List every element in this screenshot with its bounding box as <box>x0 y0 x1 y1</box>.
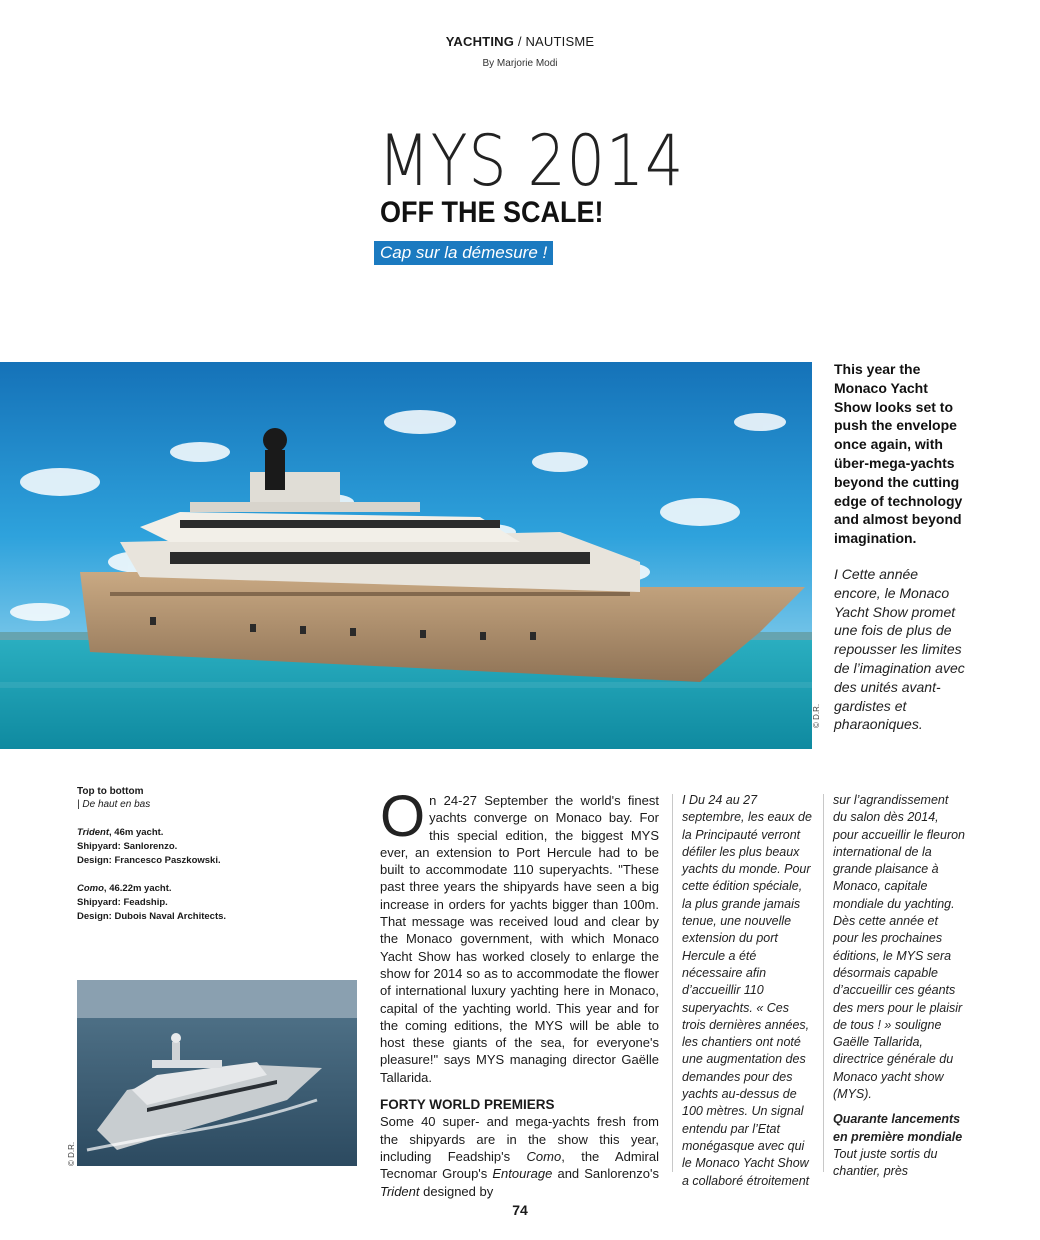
thumbnail-photo-credit: © D.R. <box>67 1141 76 1166</box>
dropcap: O <box>380 784 426 849</box>
thumbnail-yacht-photo <box>77 980 357 1166</box>
caption-yacht2-desc: , 46.22m yacht. <box>103 883 172 894</box>
caption-yacht2 <box>77 882 337 924</box>
caption-yacht1-design: Design: Francesco Paszkowski. <box>77 855 221 866</box>
article-title: MYS 2014 <box>378 120 685 202</box>
article-subtitle: OFF THE SCALE! <box>380 196 604 229</box>
article-p2-entourage: Entourage <box>492 1166 553 1182</box>
article-subtitle-fr: Cap sur la démesure ! <box>374 241 553 265</box>
section-label <box>0 34 1040 49</box>
hero-photo-credit: © D.R. <box>812 703 821 728</box>
caption-yacht1-name: Trident <box>77 827 110 838</box>
caption-title: Top to bottom <box>77 786 144 797</box>
column-divider <box>823 794 824 1172</box>
article-body-en <box>380 784 659 1200</box>
column-divider <box>672 794 673 1172</box>
caption-yacht2-yard: Shipyard: Feadship. <box>77 897 168 908</box>
hero-yacht-photo <box>0 362 812 749</box>
article-p2-a: Some 40 super- and mega-yachts fresh from the shipyards are in the show this year, including Feadship's <box>380 1114 659 1164</box>
section-en: YACHTING <box>445 34 515 49</box>
article-p2-b: , the Admiral Tecnomar Group's <box>380 1148 659 1182</box>
article-p2-como: Como <box>526 1148 562 1164</box>
caption-title-fr: | De haut en bas <box>77 799 151 810</box>
article-p2-trident: Trident <box>380 1183 420 1199</box>
article-heading-en: FORTY WORLD PREMIERS <box>380 1097 555 1113</box>
caption-yacht1-desc: , 46m yacht. <box>109 827 164 838</box>
article-p2-c: and Sanlorenzo's <box>552 1166 659 1182</box>
caption-yacht1 <box>77 826 337 868</box>
caption-yacht2-design: Design: Dubois Naval Architects. <box>77 911 227 922</box>
article-body-fr-col2 <box>833 792 965 1181</box>
article-fr-col2-text: sur l’agrandissement du salon dès 2014, pour accueillir le fleuron international de la grande plaisance à Monaco, capitale mondiale du yachting. Dès cette année et pour les prochaines éditions, le MYS sera désormais capable d’accueillir ces géants des mers pour le plaisir de tous ! » souligne Gaëlle Tallarida, directrice générale du Monaco yacht show (MYS). <box>833 793 966 1102</box>
caption-yacht2-name: Como <box>77 883 104 894</box>
article-fr-col2-tail: Tout juste sortis du chantier, près <box>833 1146 938 1179</box>
intro-fr: I Cette année encore, le Monaco Yacht Show promet une fois de plus de repousser les limites de l’imagination avec des unités avant-gardistes et pharaoniques. <box>834 566 965 733</box>
article-paragraph-2 <box>380 1113 659 1199</box>
article-p2-d: designed by <box>419 1183 494 1199</box>
article-paragraph-1 <box>380 784 659 1086</box>
article-heading-fr: Quarante lancements en première mondiale <box>833 1112 963 1144</box>
caption-yacht1-yard: Shipyard: Sanlorenzo. <box>77 841 178 852</box>
section-fr: NAUTISME <box>525 34 595 49</box>
section-separator: / <box>514 34 526 49</box>
byline: By Marjorie Modi <box>482 58 558 69</box>
article-paragraph-1-text: n 24-27 September the world's finest yachts converge on Monaco bay. For this special edition, the biggest MYS ever, an extension to Port Hercule had to be built to accommodate 110 superyachts. "These past three years the shipyards have seen a big increase in orders for yachts bigger than 100m. That message was received loud and clear by the Monaco government, with which Monaco Yacht Show has worked closely to enlarge the show for 2014 so as to accommodate the flower of international luxury yachting here in Monaco, capital of the yachting world. This year and for the coming editions, the MYS will be able to host these giants of the sea, for everyone's pleasure!" says MYS managing director Gaëlle Tallarida. <box>380 793 659 1085</box>
page-number: 74 <box>512 1202 528 1218</box>
article-body-fr-col1: I Du 24 au 27 septembre, les eaux de la Principauté verront défiler les plus beaux yachts du monde. Pour cette édition spéciale, la plus grande jamais tenue, une nouvelle extension du port Hercule a été nécessaire afin d’accueillir 110 superyachts. « Ces trois dernières années, les chantiers ont noté une augmentation des demandes pour des yachts au-dessus de 100 mètres. Un signal entendu par l’Etat monégasque avec qui le Monaco Yacht Show a collaboré étroitement <box>682 793 812 1188</box>
intro-en: This year the Monaco Yacht Show looks set to push the envelope once again, with über-mega-yachts beyond the cutting edge of technology and almost beyond imagination. <box>834 361 963 547</box>
